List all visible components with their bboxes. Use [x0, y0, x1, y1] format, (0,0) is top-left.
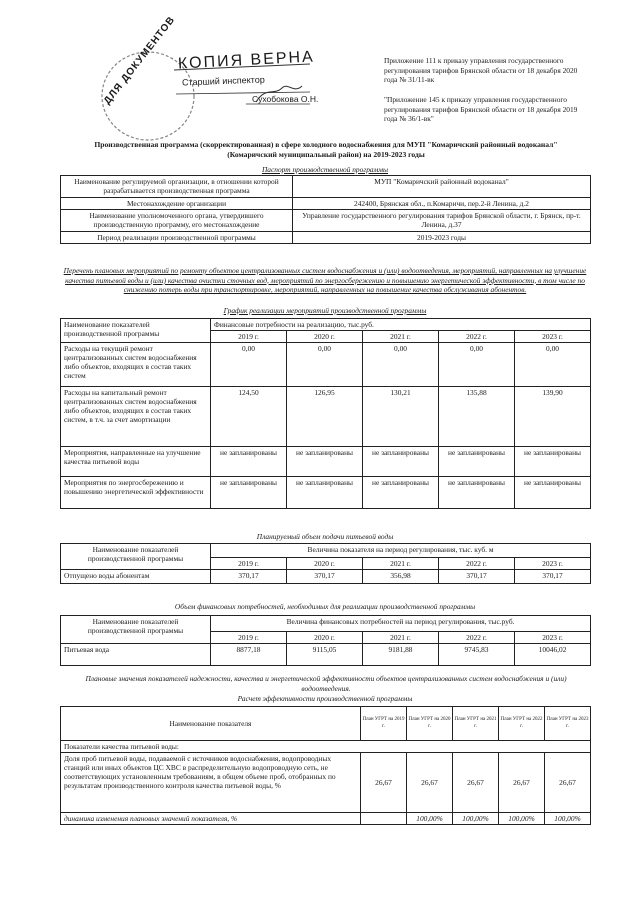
- passport-label: Наименование регулируемой организации, в отношении которой разрабатывается производственная программа: [61, 176, 293, 198]
- passport-value: МУП "Комаричский районный водоканал": [293, 176, 591, 198]
- cell-value: не запланированы: [515, 477, 591, 509]
- passport-caption: Паспорт производственной программы: [261, 165, 389, 174]
- passport-label: Наименование уполномоченного органа, утвердившего производственную программу, его местонахождение: [61, 210, 293, 232]
- table-row: [61, 319, 591, 331]
- year-header: 2019 г.: [211, 331, 287, 343]
- cell-value: 370,17: [515, 570, 591, 584]
- supply-table: [60, 543, 591, 584]
- cell-value: 26,67: [499, 753, 545, 813]
- column-header: Наименование показателей производственной программы: [61, 616, 211, 644]
- cell-value: 370,17: [439, 570, 515, 584]
- row-label: Расходы на капитальный ремонт централизованных систем водоснабжения либо объектов, входящих в состав таких систем, в т.ч. за счет амортизации: [61, 387, 211, 447]
- passport-label: Период реализации производственной программы: [61, 232, 293, 244]
- row-label: динамика изменения плановых значений показателя, %: [61, 813, 361, 825]
- table-row: [61, 477, 591, 509]
- year-header: 2023 г.: [515, 632, 591, 644]
- cell-value: 0,00: [515, 343, 591, 387]
- cell-value: 139,90: [515, 387, 591, 447]
- cell-value: 124,50: [211, 387, 287, 447]
- efficiency-caption: Расчет эффективности производственной программы: [237, 694, 413, 703]
- column-header: Наименование показателя: [61, 707, 361, 741]
- cell-value: 370,17: [211, 570, 287, 584]
- table-row: [61, 707, 591, 741]
- plan-column-header: План УГРТ на 2020 г.: [407, 707, 453, 741]
- cell-value: не запланированы: [287, 477, 363, 509]
- cell-value: [361, 813, 407, 825]
- row-label: Отпущено воды абонентам: [61, 570, 211, 584]
- cell-value: 9181,88: [363, 644, 439, 666]
- table-row: [61, 813, 591, 825]
- table-row: [61, 616, 591, 632]
- schedule-caption: График реализации мероприятий производственной программы: [223, 306, 427, 315]
- year-header: 2021 г.: [363, 632, 439, 644]
- cell-value: 0,00: [211, 343, 287, 387]
- column-group-header: Величина показателя на период регулирования, тыс. куб. м: [211, 544, 591, 558]
- table-row: [61, 176, 591, 198]
- table-row: [61, 741, 591, 753]
- cell-value: 356,98: [363, 570, 439, 584]
- year-header: 2020 г.: [287, 632, 363, 644]
- cell-value: 9745,83: [439, 644, 515, 666]
- cell-value: не запланированы: [439, 447, 515, 477]
- year-header: 2020 г.: [287, 331, 363, 343]
- cell-value: 100,00%: [407, 813, 453, 825]
- page-title: Производственная программа (скорректированная) в сфере холодного водоснабжения для МУП "Комаричский районный водоканал" (Комаричский муниципальный район) на 2019-2023 годы: [94, 140, 558, 159]
- cell-value: 100,00%: [545, 813, 591, 825]
- passport-value: 242400, Брянская обл., п.Комаричи, пер.2-й Ленина, д.2: [293, 198, 591, 210]
- year-header: 2019 г.: [211, 632, 287, 644]
- table-row: [61, 232, 591, 244]
- supply-caption: Планируемый объем подачи питьевой воды: [256, 532, 394, 541]
- cell-value: не запланированы: [211, 477, 287, 509]
- cell-value: 0,00: [439, 343, 515, 387]
- year-header: 2021 г.: [363, 331, 439, 343]
- cell-value: не запланированы: [363, 447, 439, 477]
- certification-stamp: [96, 14, 336, 154]
- cell-value: не запланированы: [211, 447, 287, 477]
- year-header: 2023 г.: [515, 558, 591, 570]
- cell-value: не запланированы: [363, 477, 439, 509]
- table-row: [61, 343, 591, 387]
- finance-table: [60, 615, 591, 666]
- reliability-table: [60, 706, 591, 825]
- passport-value: 2019-2023 годы: [293, 232, 591, 244]
- column-header: Наименование показателей производственной программы: [61, 319, 211, 343]
- column-header: Наименование показателей производственной программы: [61, 544, 211, 570]
- stamp-role: Старший инспектор: [181, 74, 265, 88]
- cell-value: 126,95: [287, 387, 363, 447]
- passport-value: Управление государственного регулирования тарифов Брянской области, г. Брянск, пр-т. Ленина, д.37: [293, 210, 591, 232]
- year-header: 2019 г.: [211, 558, 287, 570]
- measures-caption: Перечень плановых мероприятий по ремонту объектов централизованных систем водоснабжения и (или) водоотведения, мероприятий, направленных на улучшение качества питьевой воды и (или) качества очистки сточных вод, мероприятий по энергосбережению и повышению энергетической эффективности, в том числе по снижению потерь воды при транспортировке, мероприятий, направленных на повышение качества обслуживания абонентов.: [63, 266, 587, 295]
- appendix-text-1: Приложение 111 к приказу управления государственного регулирования тарифов Брянской области от 18 декабря 2020 года № 31/11-вк: [384, 56, 578, 85]
- column-group-header: Финансовые потребности на реализацию, тыс.руб.: [211, 319, 591, 331]
- cell-value: не запланированы: [515, 447, 591, 477]
- cell-value: 0,00: [363, 343, 439, 387]
- passport-table: [60, 175, 591, 244]
- cell-value: 100,00%: [453, 813, 499, 825]
- cell-value: 9115,05: [287, 644, 363, 666]
- stamp-title: КОПИЯ ВЕРНА: [177, 48, 316, 73]
- cell-value: 26,67: [361, 753, 407, 813]
- finance-caption: Объем финансовых потребностей, необходимых для реализации производственной программы: [174, 602, 476, 611]
- row-label: Питьевая вода: [61, 644, 211, 666]
- cell-value: 10046,02: [515, 644, 591, 666]
- column-group-header: Величина финансовых потребностей на период регулирования, тыс.руб.: [211, 616, 591, 632]
- table-row: [61, 644, 591, 666]
- cell-value: 26,67: [453, 753, 499, 813]
- table-row: [61, 753, 591, 813]
- cell-value: 100,00%: [499, 813, 545, 825]
- cell-value: 370,17: [287, 570, 363, 584]
- cell-value: 135,88: [439, 387, 515, 447]
- year-header: 2022 г.: [439, 632, 515, 644]
- row-label: Мероприятия по энергосбережению и повышению энергетической эффективности: [61, 477, 211, 509]
- table-row: [61, 198, 591, 210]
- plan-column-header: План УГРТ на 2023 г.: [545, 707, 591, 741]
- table-row: [61, 387, 591, 447]
- table-row: [61, 570, 591, 584]
- year-header: 2021 г.: [363, 558, 439, 570]
- year-header: 2022 г.: [439, 558, 515, 570]
- plan-column-header: План УГРТ на 2019 г.: [361, 707, 407, 741]
- table-row: [61, 447, 591, 477]
- reliability-caption: Плановые значения показателей надежности, качества и энергетической эффективности объектов централизованных систем водоснабжения и (или) водоотведения.: [85, 674, 567, 693]
- section-header: Показатели качества питьевой воды:: [61, 741, 591, 753]
- cell-value: 26,67: [545, 753, 591, 813]
- year-header: 2022 г.: [439, 331, 515, 343]
- plan-column-header: План УГРТ на 2022 г.: [499, 707, 545, 741]
- cell-value: 0,00: [287, 343, 363, 387]
- plan-column-header: План УГРТ на 2021 г.: [453, 707, 499, 741]
- cell-value: 130,21: [363, 387, 439, 447]
- table-row: [61, 544, 591, 558]
- year-header: 2020 г.: [287, 558, 363, 570]
- cell-value: не запланированы: [287, 447, 363, 477]
- year-header: 2023 г.: [515, 331, 591, 343]
- row-label: Доля проб питьевой воды, подаваемой с источников водоснабжения, водопроводных станций или иных объектов ЦС ХВС в распределительную водопроводную сеть, не соответствующих установленным требованиям, в общем объеме проб, отобранных по результатам производственного контроля качества питьевой воды, %: [61, 753, 361, 813]
- row-label: Расходы на текущий ремонт централизованных систем водоснабжения либо объектов, входящих в состав таких систем: [61, 343, 211, 387]
- stamp-name: Сухобокова О.Н.: [252, 94, 319, 104]
- stamp-side-text: ДЛЯ ДОКУМЕНТОВ: [102, 14, 178, 107]
- cell-value: 26,67: [407, 753, 453, 813]
- cell-value: не запланированы: [439, 477, 515, 509]
- cell-value: 8877,18: [211, 644, 287, 666]
- row-label: Мероприятия, направленные на улучшение качества питьевой воды: [61, 447, 211, 477]
- passport-label: Местонахождение организации: [61, 198, 293, 210]
- appendix-text-2: "Приложение 145 к приказу управления государственного регулирования тарифов Брянской области от 18 декабря 2019 года № 36/1-вк": [384, 95, 578, 124]
- measures-table: [60, 318, 591, 509]
- table-row: [61, 210, 591, 232]
